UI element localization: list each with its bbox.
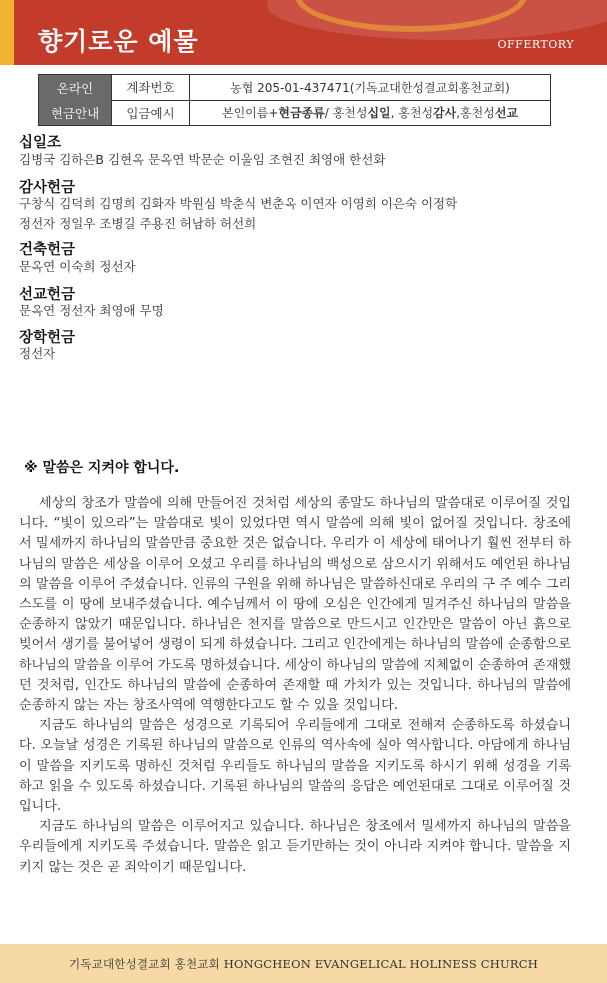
- scholarship-names: 정선자: [19, 346, 56, 361]
- example-key: 입금예시: [112, 101, 190, 126]
- paragraph-3: 지금도 하나님의 말씀은 이루어지고 있습니다. 하나님은 창조에서 밀세까지 하나님의 말씀을 우리들에게 지키도록 주셨습니다. 말씀은 읽고 듣기만하는 것이 아니라 지켜야 합니다. 말씀을 지키지 않는 것은 곧 죄악이기 때문입니다.: [19, 819, 571, 875]
- header-banner: [0, 0, 607, 65]
- mission-heading: 선교헌금: [19, 287, 76, 303]
- article-body: [19, 494, 571, 878]
- paragraph-2: 지금도 하나님의 말씀은 성경으로 기록되어 우리들에게 그대로 전해져 순종하도록 하셨습니다. 오늘날 성경은 기록된 하나님의 말씀으로 인류의 역사속에 실아 역사합니다. 아담에게 하나님이 말씀을 지키도록 명하신 것처럼 우리들도 하나님의 말씀을 지키도록 하시기 위해 성경을 기록하고 읽을 수 있도록 하셨습니다. 기록된 하나님의 말씀의 응답은 예언된대로 그대로 이루어질 것입니다.: [19, 718, 571, 815]
- thanks-heading: 감사헌금: [19, 180, 76, 196]
- example-value: 본인이름+ 현금종류 / 홍천성 십일 , 홍천성 감사 ,홍천성 선교: [221, 106, 518, 121]
- notice-title: ※ 말씀은 지켜야 합니다.: [24, 460, 180, 476]
- page-title-en: OFFERTORY: [497, 38, 574, 51]
- paragraph-1: 세상의 창조가 말씀에 의해 만들어진 것처럼 세상의 종말도 하나님의 말씀대로 이루어질 것입니다. “빛이 있으라”는 말씀대로 빛이 있었다면 역시 말씀에 의해 빛이 없어질 것입니다. 창조에서 밀세까지 하나님의 말씀만큼 중요한 것은 없습니다. 우리가 이 세상에 태어나기 훨씬 전부터 하나님의 말씀은 세상을 이루어 오셨고 우리를 하나님의 백성으로 삼으시기 위해서도 예언된 하나님의 말씀을 이루어 주셨습니다. 인류의 구원을 위해 하나님은 말씀하신대로 우리의 구 주 예수 그리스도를 이 땅에 보내주셨습니다. 예수님께서 이 땅에 오심은 인간에게 밀겨주신 하나님의 말씀을 순종하지 않았기 때문입니다. 하나님은 천지를 말씀으로 만드시고 인간만은 말씀이 아닌 흙으로 빚어서 생기를 불어넣어 생령이 되게 하셨습니다. 그리고 인간에게는 하나님의 말씀에 순종함으로 하나님의 말씀을 이루어 가도록 명하셨습니다. 세상이 하나님의 말씀에 지체없이 순종하여 존재했던 것처럼, 인간도 하나님의 말씀에 순종하여 존재할 때 가치가 있는 것입니다. 하나님의 말씀에 순종하지 않는 자는 창조사역에 역행한다고도 할 수 있을 것입니다.: [19, 496, 571, 714]
- online-label-line2: 현금안내: [50, 105, 100, 121]
- account-value: 농협 205-01-437471(기독교대한성결교회홍천교회): [230, 80, 510, 95]
- scholarship-heading: 장학헌금: [19, 330, 76, 346]
- page-title: 향기로운 예물: [38, 27, 199, 56]
- footer-text: 기독교대한성결교회 홍천교회 HONGCHEON EVANGELICAL HOLINESS CHURCH: [69, 956, 538, 971]
- account-row: [112, 75, 550, 101]
- online-label-line1: 온라인: [56, 80, 94, 96]
- building-heading: 건축헌금: [19, 242, 76, 258]
- online-label: [39, 75, 112, 125]
- account-key: 계좌번호: [112, 75, 190, 100]
- online-offering-table: [38, 74, 551, 126]
- thanks-names: 구창식 김덕희 김명희 김화자 박원심 박춘식 변춘옥 이연자 이영희 이은숙 이정학 정선자 정일우 조병길 주용진 허남하 허선희: [19, 196, 458, 231]
- building-names: 문옥연 이숙희 정선자: [19, 259, 136, 274]
- footer-banner: [0, 944, 607, 983]
- example-row: [112, 101, 550, 126]
- header-accent-stripe: [0, 0, 14, 65]
- tithe-names: 김병국 김하은B 김현옥 문옥연 박문순 이울임 조현진 최영애 한선화: [19, 152, 386, 167]
- tithe-heading: 십일조: [19, 135, 62, 151]
- mission-names: 문옥연 정선자 최영애 무명: [19, 303, 164, 318]
